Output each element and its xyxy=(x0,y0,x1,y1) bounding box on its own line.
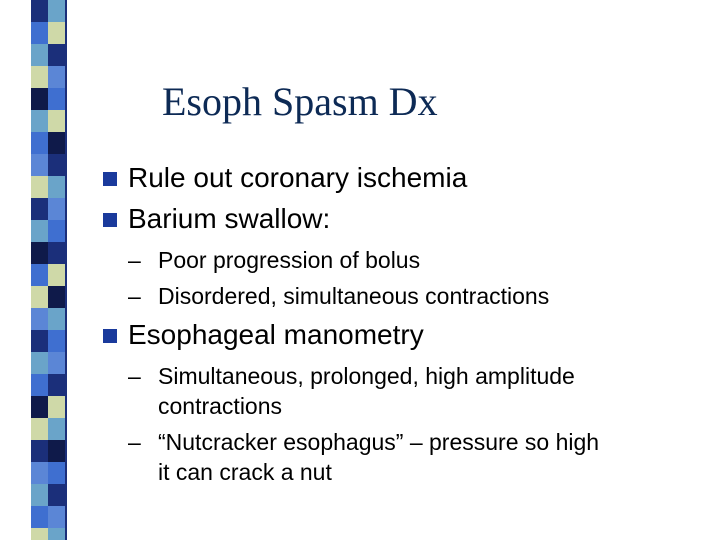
stripe-block xyxy=(48,44,65,66)
stripe-block xyxy=(48,308,65,330)
stripe-block xyxy=(31,66,48,88)
bullet-manometry: Esophageal manometry xyxy=(128,319,424,350)
stripe-block xyxy=(48,352,65,374)
stripe-block xyxy=(48,110,65,132)
stripe-block xyxy=(31,440,48,462)
stripe-block xyxy=(48,242,65,264)
stripe-block xyxy=(48,330,65,352)
stripe-block xyxy=(48,220,65,242)
stripe-block xyxy=(48,484,65,506)
sub-bullet-poor-progression xyxy=(128,249,420,272)
stripe-edge xyxy=(65,0,67,540)
stripe-block xyxy=(31,308,48,330)
stripe-block xyxy=(31,176,48,198)
stripe-block xyxy=(31,484,48,506)
stripe-block xyxy=(31,418,48,440)
stripe-block xyxy=(48,462,65,484)
bullet-rule-out: Rule out coronary ischemia xyxy=(128,162,468,193)
stripe-block xyxy=(31,462,48,484)
sub-bullet-text: “Nutcracker esophagus” – pressure so high xyxy=(158,429,600,455)
stripe-block xyxy=(48,374,65,396)
sub-bullet-continuation: it can crack a nut xyxy=(158,459,332,485)
stripe-block xyxy=(48,198,65,220)
stripe-block xyxy=(48,440,65,462)
stripe-block xyxy=(48,506,65,528)
stripe-block xyxy=(48,176,65,198)
stripe-block xyxy=(31,528,48,540)
stripe-block xyxy=(31,110,48,132)
stripe-block xyxy=(48,418,65,440)
sub-bullet-text: Poor progression of bolus xyxy=(158,247,421,273)
stripe-block xyxy=(31,132,48,154)
stripe-block xyxy=(48,132,65,154)
stripe-block xyxy=(31,330,48,352)
sub-bullet-simultaneous xyxy=(128,365,575,388)
stripe-block xyxy=(31,154,48,176)
stripe-block xyxy=(48,264,65,286)
stripe-block xyxy=(31,506,48,528)
stripe-block xyxy=(48,396,65,418)
dash-marker: – xyxy=(128,363,141,389)
stripe-block xyxy=(31,220,48,242)
stripe-block xyxy=(48,0,65,22)
stripe-block xyxy=(31,22,48,44)
stripe-block xyxy=(48,66,65,88)
dash-marker: – xyxy=(128,247,141,273)
stripe-block xyxy=(31,352,48,374)
stripe-block xyxy=(31,242,48,264)
stripe-block xyxy=(48,154,65,176)
sub-bullet-disordered xyxy=(128,285,549,308)
sub-bullet-continuation: contractions xyxy=(158,393,283,419)
stripe-block xyxy=(48,88,65,110)
stripe-block xyxy=(31,198,48,220)
stripe-block xyxy=(31,88,48,110)
stripe-block xyxy=(31,44,48,66)
stripe-block xyxy=(48,22,65,44)
bullet-square-icon xyxy=(103,172,117,186)
dash-marker: – xyxy=(128,429,141,455)
dash-marker: – xyxy=(128,283,141,309)
stripe-block xyxy=(48,286,65,308)
stripe-block xyxy=(31,0,48,22)
stripe-block xyxy=(31,374,48,396)
bullet-square-icon xyxy=(103,213,117,227)
stripe-block xyxy=(31,286,48,308)
stripe-block xyxy=(31,396,48,418)
stripe-block xyxy=(31,264,48,286)
bullet-square-icon xyxy=(103,329,117,343)
sub-bullet-text: Disordered, simultaneous contractions xyxy=(158,283,550,309)
sub-bullet-text: Simultaneous, prolonged, high amplitude xyxy=(158,363,575,389)
bullet-barium-swallow: Barium swallow: xyxy=(128,203,331,234)
sub-bullet-nutcracker xyxy=(128,431,599,454)
slide-title: Esoph Spasm Dx xyxy=(162,79,438,124)
stripe-block xyxy=(48,528,65,540)
